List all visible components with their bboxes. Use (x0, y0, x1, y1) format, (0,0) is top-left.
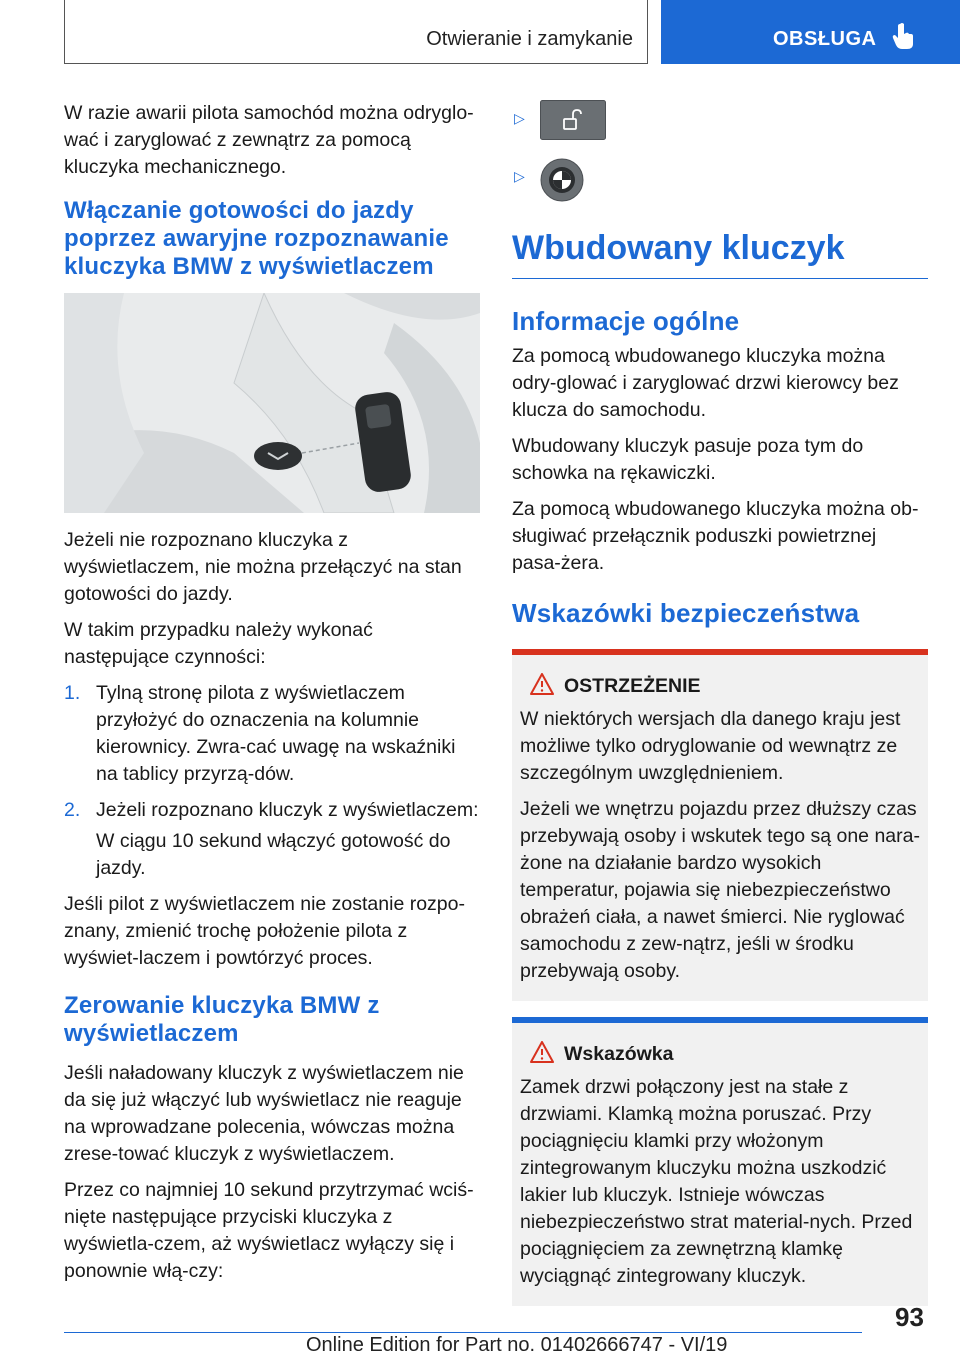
step-number: 2. (64, 799, 81, 821)
step-sub-text: W ciągu 10 sekund włączyć gotowość do jazdy. (96, 830, 451, 879)
note-title-text: Wskazówka (564, 1043, 674, 1065)
heading-safety: Wskazówki bezpieczeństwa (512, 598, 860, 628)
warning-paragraph-2: Jeżeli we wnętrzu pojazdu przez dłuższy czas przebywają osoby i wskutek tego są one nara-żone na działanie bardzo wysokich temperatur, pojawia się niebezpieczeństwo obrażeń ciała, a nawet śmierci. Nie ryglować samochodu z zew-nątrz, jeśli w środku przebywają osoby. (520, 798, 920, 982)
page-number: 93 (895, 1302, 924, 1332)
note-triangle-icon (530, 1041, 554, 1063)
button-step-bmw (512, 158, 928, 228)
unlock-button-icon (540, 100, 606, 140)
heading-reset-key: Zerowanie kluczyka BMW z wyświetlaczem (64, 992, 380, 1047)
heading-integrated-key: Wbudowany kluczyk (512, 228, 928, 279)
warning-box (512, 649, 928, 1001)
list-item-sub (64, 828, 480, 882)
paragraph-general-2: Wbudowany kluczyk pasuje poza tym do schowka na rękawiczki. (512, 435, 864, 484)
step-text: Jeżeli rozpoznano kluczyk z wyświetlaczem: (96, 799, 479, 821)
warning-triangle-icon (530, 673, 554, 695)
step-number: 1. (64, 682, 81, 704)
intro-paragraph: W razie awarii pilota samochód można odryglo-wać i zaryglować z zewnątrz za pomocą kluczyka mechanicznego. (64, 102, 474, 178)
steps-list (64, 680, 480, 882)
note-box (512, 1017, 928, 1306)
header-section-box (64, 0, 648, 64)
triangle-bullet-icon: ▷ (514, 110, 525, 126)
paragraph-not-recognized: Jeżeli nie rozpoznano kluczyka z wyświetlaczem, nie można przełączyć na stan gotowości do jazdy. (64, 529, 462, 605)
bmw-logo-button-icon (540, 158, 584, 202)
paragraph-general-3: Za pomocą wbudowanego kluczyka można ob-sługiwać przełącznik poduszki powietrznej pasa-żera. (512, 498, 919, 574)
button-step-lock (512, 100, 928, 158)
header-chapter-tab[interactable] (661, 0, 960, 64)
note-paragraph-1: Zamek drzwi połączony jest na stałe z drzwiami. Klamką można poruszać. Przy pociągnięciu klamki przy włożonym zintegrowanym kluczyku można uszkodzić lakier lub kluczyk. Istnieje wówczas niebezpieczeństwo strat material-nych. Przed pociągnięciem za zewnętrzną klamkę wyciągnąć zintegrowany kluczyk. (520, 1076, 913, 1287)
header-section-title: Otwieranie i zamykanie (426, 28, 633, 50)
paragraph-steps-intro: W takim przypadku należy wykonać następujące czynności: (64, 619, 373, 668)
paragraph-reposition: Jeśli pilot z wyświetlaczem nie zostanie rozpo-znany, zmienić trochę położenie pilota z wyświet-laczem i powtórzyć proces. (64, 893, 465, 969)
right-column (512, 100, 928, 1306)
header-tab-label: OBSŁUGA (773, 28, 877, 50)
warning-paragraph-1: W niektórych wersjach dla danego kraju jest możliwe tylko odryglowanie od wewnątrz ze szczególnym uwzględnieniem. (520, 708, 901, 784)
note-title (520, 1041, 920, 1068)
warning-title (520, 673, 920, 700)
footer-divider (64, 1332, 862, 1333)
paragraph-general-1: Za pomocą wbudowanego kluczyka można odry-glować i zaryglować drzwi kierowcy bez klucza do samochodu. (512, 345, 899, 421)
left-column (64, 100, 480, 1294)
heading-standby-emergency: Włączanie gotowości do jazdy poprzez awaryjne rozpoznawanie kluczyka BMW z wyświetlaczem (64, 197, 449, 280)
paragraph-reset-instructions: Przez co najmniej 10 sekund przytrzymać wciś-nięte następujące przyciski kluczyka z wyświetla-czem, aż wyświetlacz wyłączy się i ponownie włą-czy: (64, 1179, 474, 1282)
paragraph-reset-info: Jeśli naładowany kluczyk z wyświetlaczem nie da się już włączyć lub wyświetlacz nie reaguje na wprowadzane polecenia, wówczas można zrese-tować kluczyk z wyświetlaczem. (64, 1062, 464, 1165)
list-item (64, 680, 480, 788)
pointing-hand-icon (892, 22, 916, 50)
warning-title-text: OSTRZEŻENIE (564, 675, 701, 697)
footer-edition: Online Edition for Part no. 01402666747 - VI/19 (306, 1334, 728, 1356)
heading-general-info: Informacje ogólne (512, 306, 740, 336)
steering-column-key-photo (64, 293, 480, 513)
list-item (64, 797, 480, 824)
step-text: Tylną stronę pilota z wyświetlaczem przyłożyć do oznaczenia na kolumnie kierownicy. Zwra-cać uwagę na wskaźniki na tablicy przyrzą-dów. (96, 682, 456, 785)
triangle-bullet-icon: ▷ (514, 168, 525, 184)
